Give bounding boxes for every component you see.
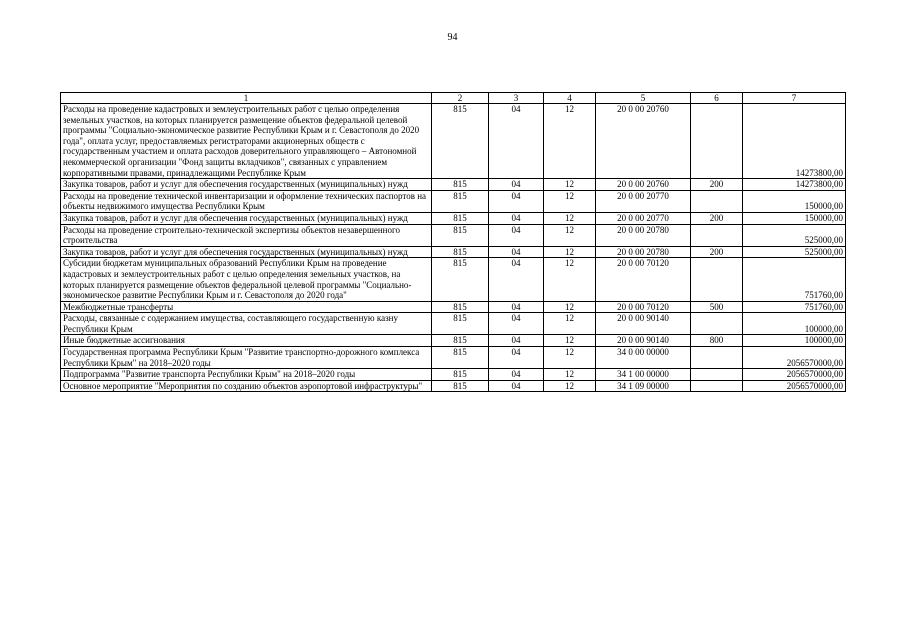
section-code-cell: 04 xyxy=(489,104,544,179)
target-article-cell: 20 0 00 20760 xyxy=(596,179,691,191)
expense-name-cell: Закупка товаров, работ и услуг для обеспечения государственных (муниципальных) нужд xyxy=(61,179,432,191)
section-code-cell: 04 xyxy=(489,301,544,313)
target-article-cell: 34 1 09 00000 xyxy=(596,380,691,392)
target-article-cell: 20 0 00 20770 xyxy=(596,190,691,212)
expense-name-cell: Закупка товаров, работ и услуг для обеспечения государственных (муниципальных) нужд xyxy=(61,246,432,258)
amount-cell: 525000,00 xyxy=(743,246,846,258)
subsection-code-cell: 12 xyxy=(544,313,596,335)
section-code-cell: 04 xyxy=(489,212,544,224)
table-row xyxy=(61,179,846,191)
expense-name-cell: Подпрограмма "Развитие транспорта Республики Крым" на 2018–2020 годы xyxy=(61,369,432,381)
table-row xyxy=(61,313,846,335)
amount-cell: 150000,00 xyxy=(743,190,846,212)
grbs-code-cell: 815 xyxy=(432,246,489,258)
section-code-cell: 04 xyxy=(489,224,544,246)
table-row xyxy=(61,380,846,392)
target-article-cell: 20 0 00 90140 xyxy=(596,313,691,335)
expense-type-cell xyxy=(691,313,743,335)
amount-cell: 14273800,00 xyxy=(743,104,846,179)
expense-type-cell: 200 xyxy=(691,246,743,258)
table-row xyxy=(61,347,846,369)
expense-name-cell: Расходы на проведение технической инвентаризации и оформление технических паспортов на объекты недвижимого имущества Республики Крым xyxy=(61,190,432,212)
expense-name-cell: Иные бюджетные ассигнования xyxy=(61,335,432,347)
expense-type-cell xyxy=(691,347,743,369)
expense-name-cell: Основное мероприятие "Мероприятия по созданию объектов аэропортовой инфраструктуры" xyxy=(61,380,432,392)
expense-type-cell: 200 xyxy=(691,179,743,191)
header-cell-6: 6 xyxy=(691,93,743,104)
grbs-code-cell: 815 xyxy=(432,212,489,224)
expense-type-cell xyxy=(691,104,743,179)
table-row xyxy=(61,224,846,246)
table-row xyxy=(61,369,846,381)
grbs-code-cell: 815 xyxy=(432,190,489,212)
expense-name-cell: Расходы, связанные с содержанием имущества, составляющего государственную казну Республики Крым xyxy=(61,313,432,335)
subsection-code-cell: 12 xyxy=(544,190,596,212)
grbs-code-cell: 815 xyxy=(432,380,489,392)
header-cell-2: 2 xyxy=(432,93,489,104)
header-cell-1: 1 xyxy=(61,93,432,104)
grbs-code-cell: 815 xyxy=(432,224,489,246)
subsection-code-cell: 12 xyxy=(544,179,596,191)
section-code-cell: 04 xyxy=(489,313,544,335)
section-code-cell: 04 xyxy=(489,347,544,369)
table-row xyxy=(61,212,846,224)
subsection-code-cell: 12 xyxy=(544,246,596,258)
table-row xyxy=(61,190,846,212)
amount-cell: 751760,00 xyxy=(743,301,846,313)
target-article-cell: 34 1 00 00000 xyxy=(596,369,691,381)
amount-cell: 100000,00 xyxy=(743,335,846,347)
grbs-code-cell: 815 xyxy=(432,179,489,191)
subsection-code-cell: 12 xyxy=(544,212,596,224)
target-article-cell: 20 0 00 90140 xyxy=(596,335,691,347)
grbs-code-cell: 815 xyxy=(432,301,489,313)
expense-type-cell: 800 xyxy=(691,335,743,347)
table-row xyxy=(61,258,846,301)
budget-table xyxy=(60,92,846,392)
subsection-code-cell: 12 xyxy=(544,335,596,347)
target-article-cell: 34 0 00 00000 xyxy=(596,347,691,369)
expense-type-cell: 500 xyxy=(691,301,743,313)
section-code-cell: 04 xyxy=(489,190,544,212)
section-code-cell: 04 xyxy=(489,246,544,258)
target-article-cell: 20 0 00 20780 xyxy=(596,224,691,246)
subsection-code-cell: 12 xyxy=(544,258,596,301)
table-header-row xyxy=(61,93,846,104)
expense-name-cell: Межбюджетные трансферты xyxy=(61,301,432,313)
table-row xyxy=(61,246,846,258)
expense-name-cell: Государственная программа Республики Крым "Развитие транспортно-дорожного комплекса Республики Крым" на 2018–2020 годы xyxy=(61,347,432,369)
expense-type-cell xyxy=(691,224,743,246)
section-code-cell: 04 xyxy=(489,179,544,191)
amount-cell: 2056570000,00 xyxy=(743,369,846,381)
amount-cell: 751760,00 xyxy=(743,258,846,301)
section-code-cell: 04 xyxy=(489,335,544,347)
header-cell-7: 7 xyxy=(743,93,846,104)
grbs-code-cell: 815 xyxy=(432,104,489,179)
amount-cell: 2056570000,00 xyxy=(743,347,846,369)
page-number: 94 xyxy=(447,32,458,43)
expense-type-cell xyxy=(691,190,743,212)
expense-type-cell: 200 xyxy=(691,212,743,224)
target-article-cell: 20 0 00 20770 xyxy=(596,212,691,224)
grbs-code-cell: 815 xyxy=(432,347,489,369)
amount-cell: 100000,00 xyxy=(743,313,846,335)
section-code-cell: 04 xyxy=(489,380,544,392)
table-row xyxy=(61,301,846,313)
grbs-code-cell: 815 xyxy=(432,369,489,381)
table-row xyxy=(61,335,846,347)
subsection-code-cell: 12 xyxy=(544,301,596,313)
expense-name-cell: Субсидии бюджетам муниципальных образований Республики Крым на проведение кадастровых и землеустроительных работ с целью определения земельных участков, на которых планируется размещение объектов федеральной целевой программы "Социально-экономическое развитие Республики Крым и г. Севастополя до 2020 года" xyxy=(61,258,432,301)
amount-cell: 525000,00 xyxy=(743,224,846,246)
amount-cell: 150000,00 xyxy=(743,212,846,224)
target-article-cell: 20 0 00 20760 xyxy=(596,104,691,179)
expense-name-cell: Расходы на проведение кадастровых и землеустроительных работ с целью определения земельных участков, на которых планируется размещение объектов федеральной целевой программы "Социально-экономическое развитие Республики Крым и г. Севастополя до 2020 года", оплата услуг, предоставляемых регистраторами акционерных обществ с государственным участием и оплата расходов доверительного управляющего – Автономной некоммерческой организации "Фонд защиты вкладчиков", связанных с управлением корпоративными правами, принадлежащими Республике Крым xyxy=(61,104,432,179)
expense-type-cell xyxy=(691,380,743,392)
subsection-code-cell: 12 xyxy=(544,224,596,246)
target-article-cell: 20 0 00 70120 xyxy=(596,301,691,313)
subsection-code-cell: 12 xyxy=(544,380,596,392)
header-cell-5: 5 xyxy=(596,93,691,104)
subsection-code-cell: 12 xyxy=(544,347,596,369)
target-article-cell: 20 0 00 20780 xyxy=(596,246,691,258)
subsection-code-cell: 12 xyxy=(544,104,596,179)
header-cell-3: 3 xyxy=(489,93,544,104)
expense-type-cell xyxy=(691,258,743,301)
target-article-cell: 20 0 00 70120 xyxy=(596,258,691,301)
grbs-code-cell: 815 xyxy=(432,335,489,347)
table-row xyxy=(61,104,846,179)
amount-cell: 2056570000,00 xyxy=(743,380,846,392)
grbs-code-cell: 815 xyxy=(432,258,489,301)
expense-name-cell: Расходы на проведение строительно-технической экспертизы объектов незавершенного строительства xyxy=(61,224,432,246)
expense-name-cell: Закупка товаров, работ и услуг для обеспечения государственных (муниципальных) нужд xyxy=(61,212,432,224)
expense-type-cell xyxy=(691,369,743,381)
section-code-cell: 04 xyxy=(489,369,544,381)
subsection-code-cell: 12 xyxy=(544,369,596,381)
section-code-cell: 04 xyxy=(489,258,544,301)
header-cell-4: 4 xyxy=(544,93,596,104)
grbs-code-cell: 815 xyxy=(432,313,489,335)
amount-cell: 14273800,00 xyxy=(743,179,846,191)
